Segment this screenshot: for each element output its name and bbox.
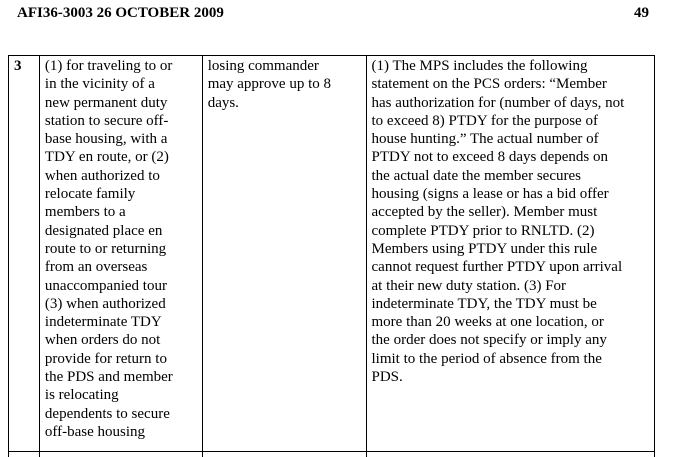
rule-table	[8, 55, 655, 457]
continuation-cell	[9, 452, 40, 457]
continuation-cell	[366, 452, 655, 457]
rule-number-cell: 3	[9, 56, 40, 452]
document-id-date: AFI36-3003 26 OCTOBER 2009	[17, 5, 224, 21]
authority-cell	[202, 56, 366, 452]
page-header	[17, 5, 649, 25]
notes-text: (1) The MPS includes the following statement on the PCS orders: “Member has authorization for (number of days, not to exceed 8) PTDY for the purpose of house hunting.” The actual number of PTDY not to exceed 8 days depends on the actual date the member secures housing (signs a lease or has a bid offer accepted by the seller). Member must complete PTDY prior to RNLTD. (2) Members using PTDY under this rule cannot request further PTDY upon arrival at their new duty station. (3) For indeterminate TDY, the TDY must be more than 20 weeks at one location, or the order does not specify or imply any limit to the period of absence from the PDS.	[371, 58, 625, 386]
continuation-cell	[202, 452, 366, 457]
condition-cell	[39, 56, 202, 452]
table-row	[9, 56, 655, 452]
authority-text: losing commander may approve up to 8 days.	[207, 58, 331, 111]
condition-text: (1) for traveling to or in the vicinity of a new permanent duty station to secure off- base housing, with a TDY en route, or (2) when authorized to relocate family members to a designated place en route to or returning from an overseas unaccompanied tour (3) when authorized indeterminate TDY when orders do not provide for return to the PDS and member is relocating dependents to secure off-base housing	[44, 58, 173, 440]
notes-cell	[366, 56, 655, 452]
page-number: 49	[634, 5, 649, 21]
table-row-continuation	[9, 452, 655, 457]
continuation-cell	[39, 452, 202, 457]
